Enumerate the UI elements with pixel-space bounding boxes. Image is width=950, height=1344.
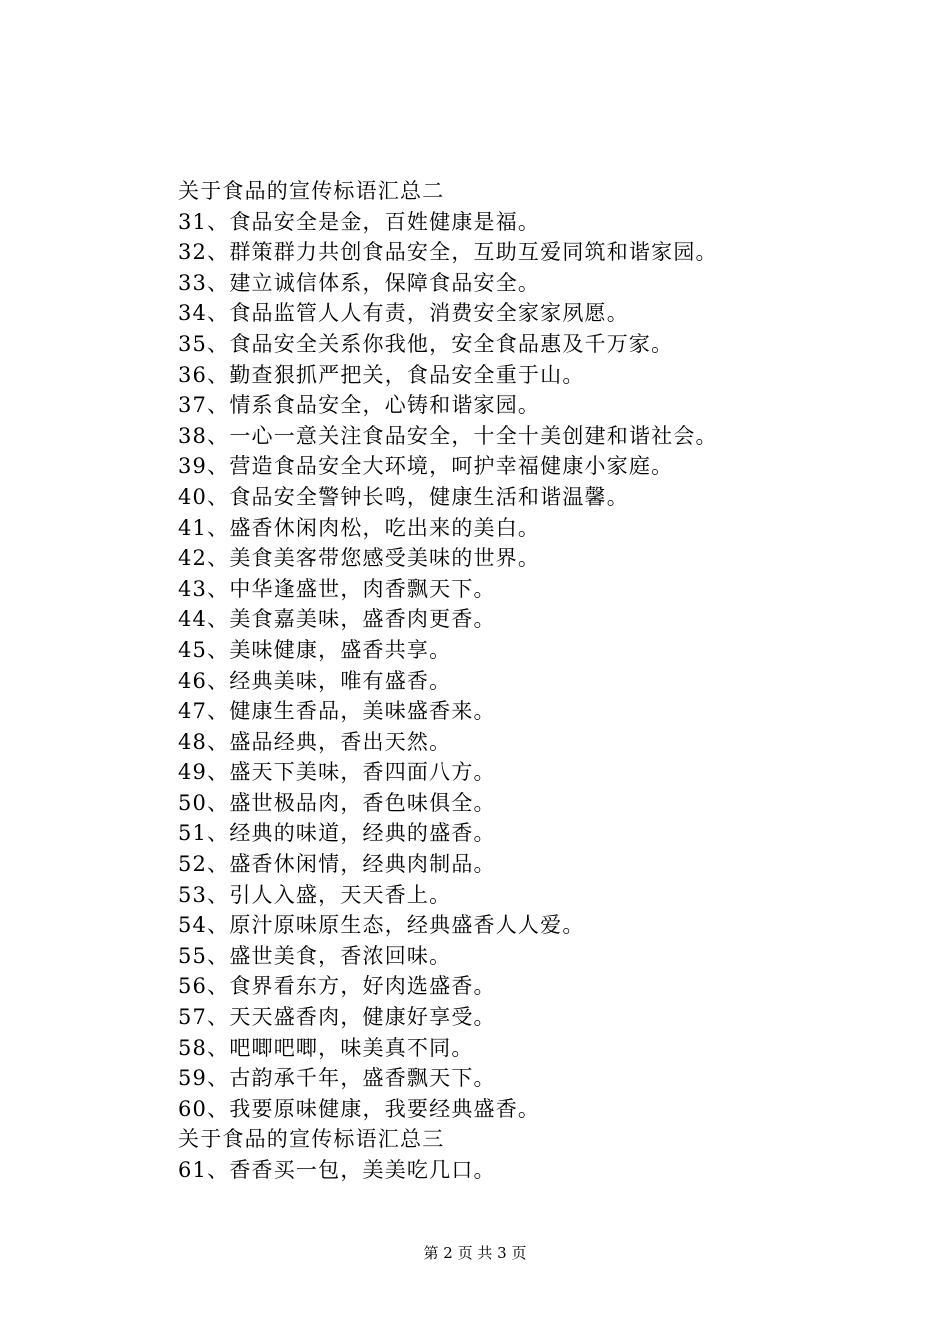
section-heading: 关于食品的宣传标语汇总二 [178,179,445,203]
slogan-line: 49、盛天下美味，香四面八方。 [178,760,496,785]
slogan-line: 35、食品安全关系你我他，安全食品惠及千万家。 [178,331,674,356]
slogan-line: 54、原汁原味原生态，经典盛香人人爱。 [178,913,585,938]
slogan-line: 53、引人入盛，天天香上。 [178,882,452,907]
slogan-line: 39、营造食品安全大环境，呵护幸福健康小家庭。 [178,454,674,479]
slogan-line: 33、建立诚信体系，保障食品安全。 [178,270,541,295]
slogan-line: 42、美食美客带您感受美味的世界。 [178,546,541,571]
slogan-line: 57、天天盛香肉，健康好享受。 [178,1005,496,1030]
document-body [178,176,878,1186]
slogan-line: 56、食界看东方，好肉选盛香。 [178,974,496,999]
slogan-line: 52、盛香休闲情，经典肉制品。 [178,852,496,877]
slogan-line: 47、健康生香品，美味盛香来。 [178,699,496,724]
slogan-line: 55、盛世美食，香浓回味。 [178,943,452,968]
page-footer: 第 2 页 共 3 页 [423,1244,527,1262]
slogan-line: 51、经典的味道，经典的盛香。 [178,821,496,846]
slogan-line: 60、我要原味健康，我要经典盛香。 [178,1096,541,1121]
slogan-line: 38、一心一意关注食品安全，十全十美创建和谐社会。 [178,423,718,448]
slogan-line: 46、经典美味，唯有盛香。 [178,668,452,693]
slogan-line: 34、食品监管人人有责，消费安全家家夙愿。 [178,301,629,326]
slogan-line: 41、盛香休闲肉松，吃出来的美白。 [178,515,541,540]
slogan-line: 37、情系食品安全，心铸和谐家园。 [178,393,541,418]
slogan-line: 43、中华逢盛世，肉香飘天下。 [178,576,496,601]
slogan-line: 50、盛世极品肉，香色味俱全。 [178,790,496,815]
slogan-line: 31、食品安全是金，百姓健康是福。 [178,209,541,234]
slogan-line: 59、古韵承千年，盛香飘天下。 [178,1066,496,1091]
slogan-line: 48、盛品经典，香出天然。 [178,729,452,754]
slogan-line: 61、香香买一包，美美吃几口。 [178,1158,496,1182]
slogan-line: 32、群策群力共创食品安全，互助互爱同筑和谐家园。 [178,240,718,265]
slogan-line: 36、勤查狠抓严把关，食品安全重于山。 [178,362,585,387]
slogan-line: 45、美味健康，盛香共享。 [178,637,452,662]
slogan-line: 58、吧唧吧唧，味美真不同。 [178,1035,474,1060]
slogan-line: 40、食品安全警钟长鸣，健康生活和谐温馨。 [178,484,629,509]
slogan-line: 44、美食嘉美味，盛香肉更香。 [178,607,496,632]
section-heading: 关于食品的宣传标语汇总三 [178,1127,445,1152]
